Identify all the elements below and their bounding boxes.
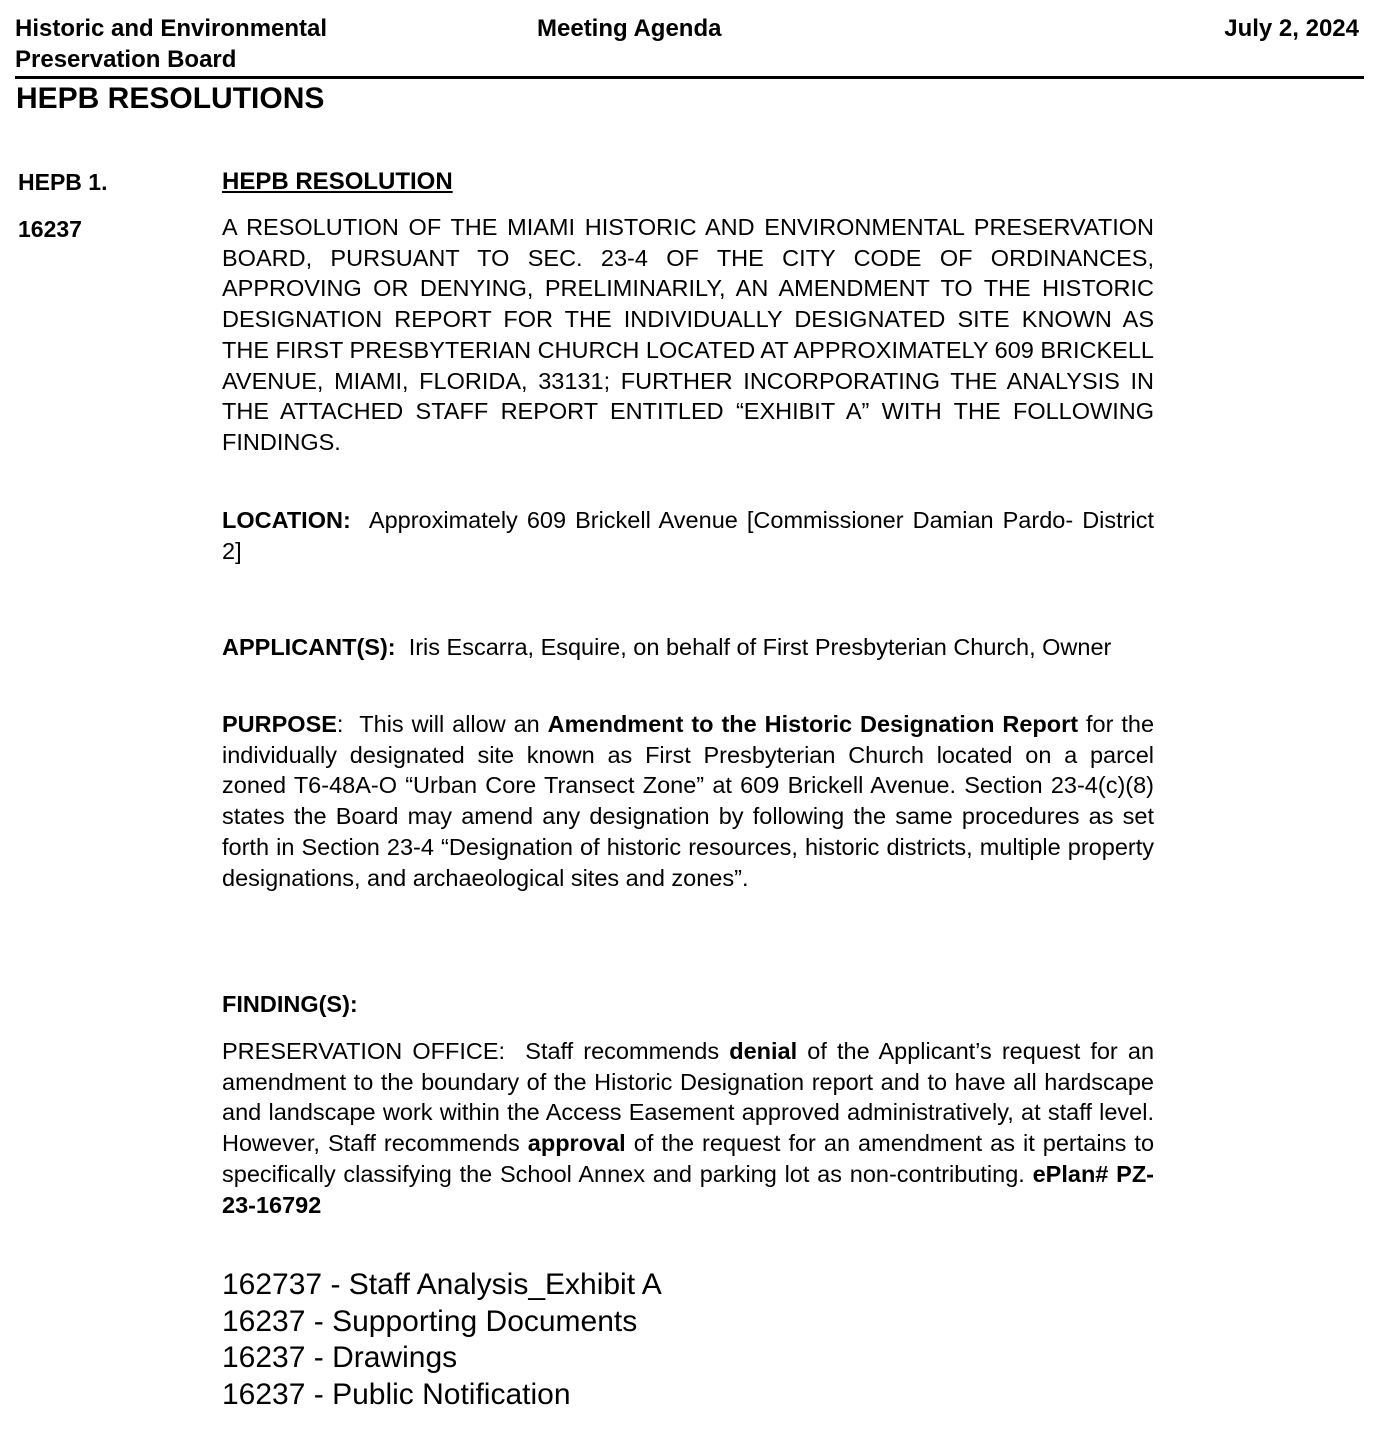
board-name-line2: Preservation Board <box>15 46 237 73</box>
attachment-link-supporting-documents[interactable]: 16237 - Supporting Documents <box>222 1304 638 1338</box>
attachment-link-staff-analysis[interactable]: 162737 - Staff Analysis_Exhibit A <box>222 1268 662 1301</box>
resolution-text: A RESOLUTION OF THE MIAMI HISTORIC AND ENVIRONMENTAL PRESERVATION BOARD, PURSUANT TO SEC. 23-4 OF THE CITY CODE OF ORDINANCES, APPROVING OR DENYING, PRELIMINARILY, AN AMENDMENT TO THE HISTORIC DESIGNATION REPORT FOR THE INDIVIDUALLY DESIGNATED SITE KNOWN AS THE FIRST PRESBYTERIAN CHURCH LOCATED AT APPROXIMATELY 609 BRICKELL AVENUE, MIAMI, FLORIDA, 33131; FURTHER INCORPORATING THE ANALYSIS IN THE ATTACHED STAFF REPORT ENTITLED “EXHIBIT A” WITH THE FOLLOWING FINDINGS. <box>222 214 1154 455</box>
meeting-date: July 2, 2024 <box>1224 15 1359 42</box>
purpose-text-1: This will allow an <box>359 711 540 737</box>
page-header <box>15 13 1363 76</box>
applicant-text: Iris Escarra, Esquire, on behalf of First Presbyterian Church, Owner <box>408 634 1112 660</box>
applicant-label: APPLICANT(S): <box>222 634 396 660</box>
finding-bold-approval: approval <box>527 1130 626 1157</box>
board-name-line1: Historic and Environmental <box>15 15 328 42</box>
file-number: 16237 <box>18 216 82 242</box>
finding-text-2: of the Applicant’s request for an amendment to the boundary of the Historic Designation report and to have all hardscape and landscape work within the Access Easement approved administratively, at staff level. However, Staff recommends <box>222 1038 1155 1157</box>
board-name <box>15 13 327 75</box>
finding-text-1: Staff recommends <box>525 1038 720 1064</box>
attachment-list <box>222 1267 662 1413</box>
purpose-label: PURPOSE <box>222 711 337 737</box>
finding-bold-denial: denial <box>729 1038 798 1064</box>
item-heading: HEPB RESOLUTION <box>222 168 453 195</box>
purpose-text-2: for the individually designated site known as First Presbyterian Church located on a parcel zoned T6-48A-O “Urban Core Transect Zone” at 609 Brickell Avenue. Section 23-4(c)(8) states the Board may amend any designation by following the same procedures as set forth in Section 23-4 “Designation of historic resources, historic districts, multiple property designations, and archaeological sites and zones”. <box>222 711 1155 891</box>
attachment-link-public-notification[interactable]: 16237 - Public Notification <box>222 1377 571 1411</box>
eplan-number: ePlan# PZ-23-16792 <box>222 1160 1155 1218</box>
item-number: HEPB 1. <box>18 169 108 195</box>
attachment-link-drawings[interactable]: 16237 - Drawings <box>222 1341 458 1374</box>
location-label: LOCATION: <box>222 507 351 533</box>
location-text: Approximately 609 Brickell Avenue [Commissioner Damian Pardo- District 2] <box>222 507 1155 564</box>
document-type: Meeting Agenda <box>537 15 722 42</box>
finding-paragraph <box>222 1036 1154 1220</box>
purpose-bold: Amendment to the Historic Designation Report <box>547 711 1079 737</box>
findings-label: FINDING(S): <box>222 991 358 1017</box>
header-divider <box>15 76 1364 79</box>
finding-text-3: of the request for an amendment as it pertains to specifically classifying the School Annex and parking lot as non-contributing. <box>222 1130 1155 1187</box>
purpose-paragraph <box>222 709 1154 893</box>
purpose-colon: : <box>336 711 344 737</box>
location-paragraph <box>222 505 1154 566</box>
section-title: HEPB RESOLUTIONS <box>16 82 325 115</box>
applicant-paragraph <box>222 632 1154 663</box>
finding-label: PRESERVATION OFFICE: <box>222 1038 506 1064</box>
